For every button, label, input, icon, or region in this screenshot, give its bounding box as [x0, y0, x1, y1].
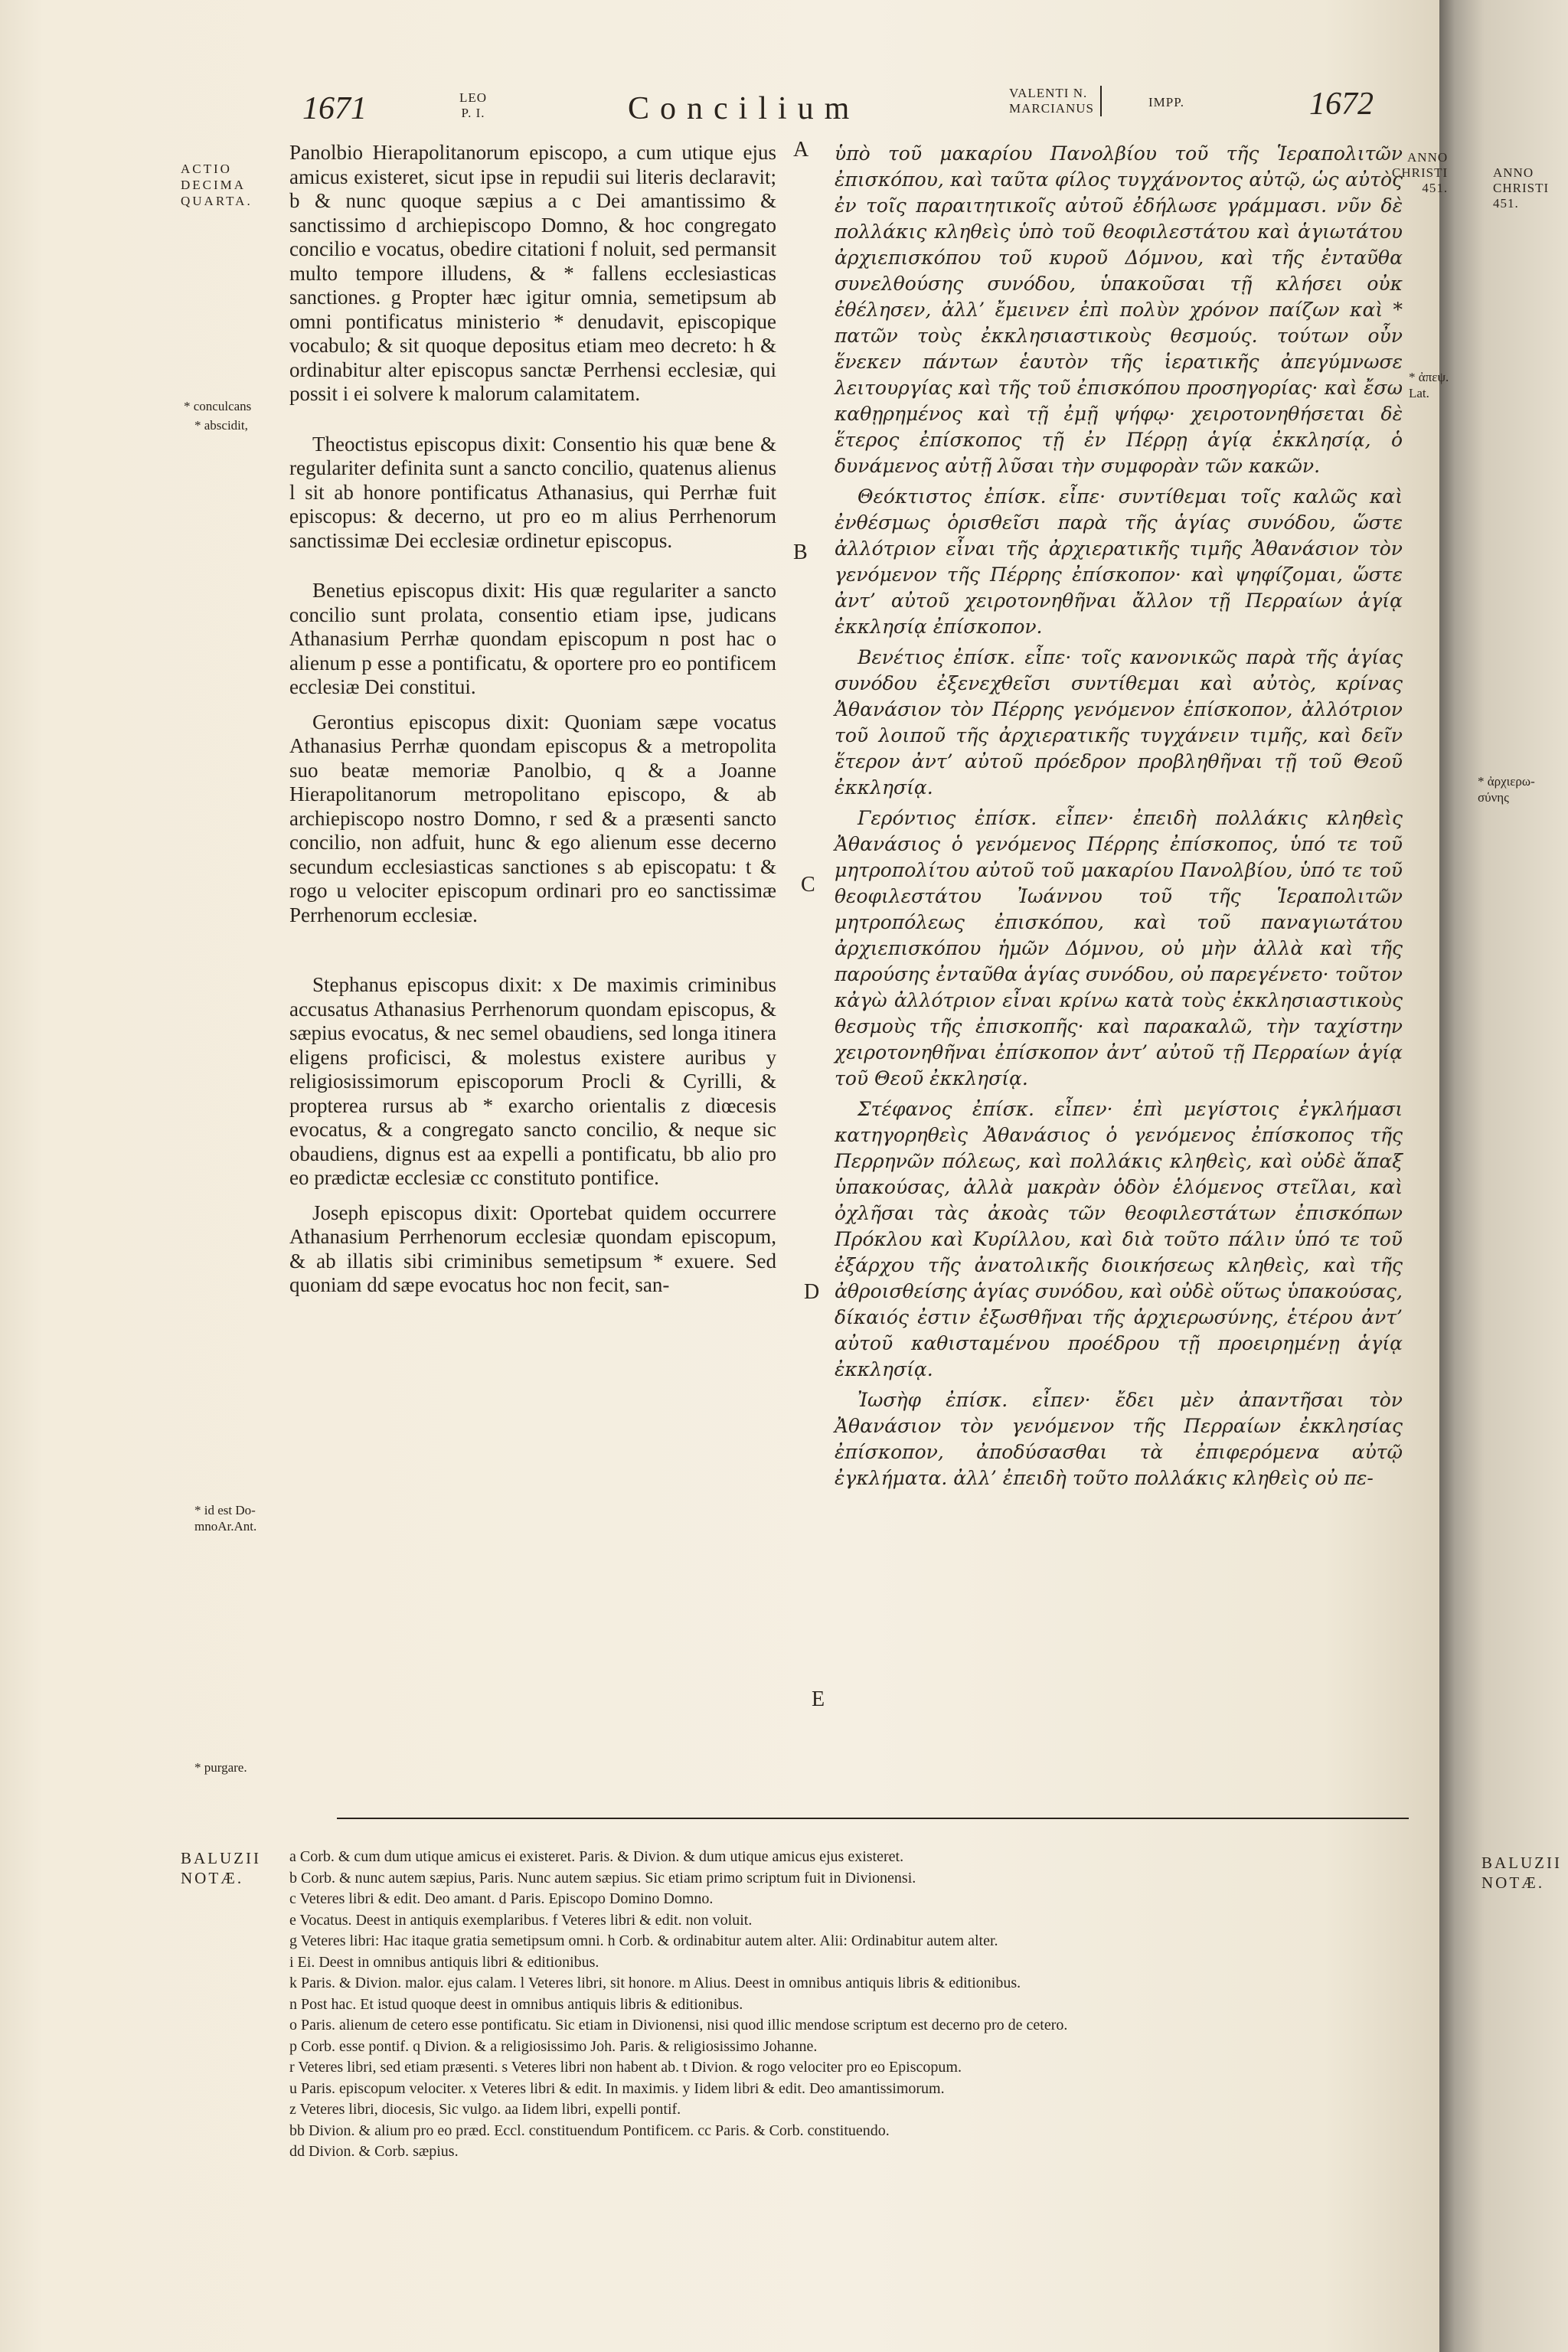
note-line: dd Divion. & Corb. sæpius. — [289, 2143, 459, 2160]
greek-paragraph-5: Στέφανος ἐπίσκ. εἶπεν· ἐπὶ μεγίστοις ἐγκλήμασι κατηγορηθεὶς Ἀθανάσιος ὁ γενόμενος ἐπίσκοπος τῆς Περρηνῶν πόλεως, καὶ πολλάκις κληθεὶς, καὶ οὐδὲ ἅπαξ ὑπακούσας, ἀλλὰ μακρὰν ὁδὸν ἑλόμενος στεῖλαι, καὶ ὀχλῆσαι τὰς ἀκοὰς τῶν θεοφιλεστάτων ἐπισκόπων Πρόκλου καὶ Κυρίλλου, καὶ διὰ τοῦτο πάλιν ὑπό τε τοῦ ἐξάρχου τῆς ἀνατολικῆς διοικήσεως κληθεὶς, καὶ τῆς ἀθροισθείσης ἁγίας συνόδου, καὶ οὐδὲ οὕτως ὑπακούσας, δίκαιός ἐστιν ἐξωσθῆναι τῆς ἀρχιερωσύνης, ἑτέρου ἀντ’ αὐτοῦ καθισταμένου προέδρου τῇ προειρημένῃ ἁγίᾳ ἐκκλησίᾳ. — [835, 1098, 1403, 1380]
latin-column — [289, 141, 776, 1308]
section-letter-a: A — [793, 138, 809, 162]
margin-note-purgare: * purgare. — [194, 1760, 247, 1775]
latin-paragraph-1: Panolbio Hierapolitanorum episcopo, a cum utique ejus amicus existeret, sicut ipse in repudii sui literis declaravit; b & nunc quoque sæpius a c Dei amantissimo & sanctissimo d archiepiscopo Domno, & hoc congregato concilio e vocatus, obedire citationi f noluit, sed permansit multo tempore illudens, & * fallens ecclesiasticas sanctiones. g Propter hæc igitur omnia, semetipsum ab omni pontificatus ministerio * denudavit, episcopique vocabulo; & sit quoque depositus etiam meo decreto: h & ordinabitur alter episcopus sanctæ Perrhensi ecclesiæ, qui possit i ei solvere k malorum calamitatem. — [289, 141, 776, 405]
margin-note-conculcans: * conculcans — [184, 399, 252, 413]
greek-paragraph-2: Θεόκτιστος ἐπίσκ. εἶπε· συντίθεμαι τοῖς καλῶς καὶ ἐνθέσμως ὁρισθεῖσι παρὰ τῆς ἁγίας συνόδου, ὥστε ἀλλότριον εἶναι τῆς ἀρχιερατικῆς τιμῆς Ἀθανάσιον τὸν γενόμενον τῆς Πέρρης ἐπίσκοπον· καὶ ψηφίζομαι, ὥστε ἀντ’ αὐτοῦ χειροτονηθῆναι ἄλλον τῇ Περραίων ἁγίᾳ ἐκκλησίᾳ ἐπίσκοπον. — [835, 485, 1403, 638]
pope-name: LEO — [459, 90, 488, 105]
note-line: b Corb. & nunc autem sæpius, Paris. Nunc autem sæpius. Sic etiam primo scriptum fuit in Divionensi. — [289, 1869, 916, 1886]
domno-line-1: * id est Do- — [194, 1503, 256, 1517]
latin-paragraph-3: Benetius episcopus dixit: His quæ regulariter a sancto concilio sunt prolata, consentio etiam ipse, judicans Athanasium Perrhæ quondam episcopum n post hac o alienum p esse a pontificatu, & oportere pro eo pontificem ecclesiæ Dei constitui. — [289, 579, 776, 698]
margin-note-archierosynes — [1478, 773, 1535, 805]
note-line: e Vocatus. Deest in antiquis exemplaribus. f Veteres libri & edit. non voluit. — [289, 1911, 753, 1929]
lat-word: Lat. — [1409, 386, 1429, 400]
margin-note-apepsilat — [1409, 369, 1449, 401]
baluzii-word-right: BALUZII — [1481, 1854, 1562, 1872]
archiero-word: * ἀρχιερω- — [1478, 774, 1535, 789]
latin-paragraph-6: Joseph episcopus dixit: Oportebat quidem occurrere Athanasium Perrhenorum ecclesiæ quondam episcopum, & ab illatis sibi criminibus semetipsum * exuere. Sed quoniam dd sæpe evocatus hoc non fecit, san- — [289, 1200, 776, 1296]
baluzii-word: BALUZII — [181, 1849, 261, 1867]
pope-label — [459, 90, 487, 121]
anno-label-gutter — [1493, 165, 1549, 211]
anno-year: 451. — [1422, 181, 1449, 195]
note-line: u Paris. episcopum velociter. x Veteres libri & edit. In maximis. y Iidem libri & edit. Deo amantissimorum. — [289, 2079, 945, 2097]
section-letter-d: D — [804, 1280, 820, 1304]
baluzii-notes — [289, 1847, 1423, 2163]
section-letter-e: E — [812, 1687, 825, 1711]
note-line: n Post hac. Et istud quoque deest in omnibus antiquis libris & editionibus. — [289, 1995, 743, 2013]
page-number-right: 1672 — [1309, 87, 1374, 122]
anno-word-gutter: ANNO — [1493, 165, 1534, 180]
latin-paragraph-5: Stephanus episcopus dixit: x De maximis criminibus accusatus Athanasius Perrhenorum quondam episcopus, & sæpius evocatus, & nec semel obaudiens, sed longa itinera eligens proficisci, & molestus existere auribus y religiosissimorum episcoporum Procli & Cyrilli, & propterea rursus ab * exarcho orientalis z diœcesis evocatus, & a congregato sancto concilio, & neque sic obaudiens, dignus est aa expelli a pontificatu, bb alio pro eo prædictæ ecclesiæ cc constituto pontifice. — [289, 973, 776, 1189]
greek-paragraph-3: Βενέτιος ἐπίσκ. εἶπε· τοῖς κανονικῶς παρὰ τῆς ἁγίας συνόδου ἐξενεχθεῖσι συντίθεμαι καὶ αὐτὸς, κρίνας Ἀθανάσιον τὸν Πέρρης γενόμενον ἐπίσκοπον, ἀλλότριον τοῦ λοιποῦ τῆς ἀρχιερατικῆς τυγχάνειν τιμῆς, καὶ δεῖν ἕτερον ἀντ’ αὐτοῦ πρόεδρον προβληθῆναι τῇ τοῦ Θεοῦ ἐκκλησίᾳ. — [835, 646, 1403, 799]
note-line: c Veteres libri & edit. Deo amant. d Paris. Episcopo Domino Domno. — [289, 1890, 714, 1907]
latin-paragraph-2: Theoctistus episcopus dixit: Consentio his quæ bene & regulariter definita sunt a sancto concilio, quatenus alienus l sit ab honore pontificatus Athanasius, qui Perrhæ fuit episcopus: & decerno, ut pro eo m alius Perrhenorum sanctissimæ Dei ecclesiæ ordinetur episcopus. — [289, 432, 776, 552]
imp-label: IMPP. — [1148, 95, 1185, 109]
footnote-separator — [337, 1818, 1409, 1819]
page-number-left: 1671 — [302, 91, 367, 126]
christi-word: CHRISTI — [1392, 165, 1449, 180]
emperors-label — [1009, 86, 1102, 116]
note-line: p Corb. esse pontif. q Divion. & a religiosissimo Joh. Paris. & religiosissimo Johanne. — [289, 2037, 818, 2055]
christi-word-gutter: CHRISTI — [1493, 181, 1550, 195]
actio-label — [181, 161, 253, 209]
emperor-2: MARCIANUS — [1009, 101, 1095, 116]
note-line: bb Divion. & alium pro eo præd. Eccl. constituendum Pontificem. cc Paris. & Corb. constituendo. — [289, 2122, 890, 2139]
apeps-word: * ἀπεψ. — [1409, 370, 1449, 384]
anno-word: ANNO — [1407, 150, 1449, 165]
greek-paragraph-6: Ἰωσὴφ ἐπίσκ. εἶπεν· ἔδει μὲν ἀπαντῆσαι τὸν Ἀθανάσιον τὸν γενόμενον τῆς Περραίων ἐκκλησίας ἐπίσκοπον, ἀποδύσασθαι τὰ ἐπιφερόμενα αὐτῷ ἐγκλήματα. ἀλλ’ ἐπειδὴ τοῦτο πολλάκις κληθεὶς οὐ πε- — [835, 1389, 1403, 1489]
note-line: i Ei. Deest in omnibus antiquis libri & editionibus. — [289, 1953, 599, 1971]
notes-label-left — [181, 1848, 261, 1888]
section-letter-b: B — [793, 541, 808, 564]
note-line: z Veteres libri, diocesis, Sic vulgo. aa Iidem libri, expelli pontif. — [289, 2101, 681, 2118]
quarta-word: QUARTA. — [181, 194, 253, 208]
decima-word: DECIMA — [181, 178, 247, 192]
greek-paragraph-1: ὑπὸ τοῦ μακαρίου Πανολβίου τοῦ τῆς Ἱεραπολιτῶν ἐπισκόπου, καὶ ταῦτα φίλος τυγχάνοντος αὐτῷ, ὡς αὐτὸς ἐν τοῖς παραιτητικοῖς αὐτοῦ ἐδήλωσε γράμμασι. νῦν δὲ πολλάκις κληθεὶς ὑπὸ τοῦ θεοφιλεστάτου καὶ ἁγιωτάτου ἀρχιεπισκόπου τοῦ κυροῦ Δόμνου, καὶ τῆς ἐνταῦθα συνελθούσης συνόδου, ὑπακοῦσαι τῇ κλήσει οὐκ ἐθέλησεν, ἀλλ’ ἔμεινεν ἐπὶ πολὺν χρόνον παίζων καὶ * πατῶν τοὺς ἐκκλησιαστικοὺς θεσμούς. τούτων οὖν ἕνεκεν πάντων ἑαυτὸν τῆς ἱερατικῆς ἀπεγύμνωσε λειτουργίας καὶ τῆς τοῦ ἐπισκόπου προσηγορίας· καὶ ἔσω καθῃρημένος καὶ τῇ ἐμῇ ψήφῳ· χειροτονηθήσεται δὲ ἕτερος ἐπίσκοπος τῇ ἐν Πέρρῃ ἁγίᾳ ἐκκλησίᾳ, ὁ δυνάμενος αὐτῇ λῦσαι τὴν συμφορὰν τῶν κακῶν. — [835, 142, 1403, 477]
section-letter-c: C — [801, 873, 815, 897]
actio-word: ACTIO — [181, 162, 232, 176]
margin-note-domno — [194, 1502, 256, 1534]
synes-word: σύνης — [1478, 790, 1509, 805]
greek-column — [835, 141, 1403, 1496]
book-gutter — [1439, 0, 1568, 2352]
greek-paragraph-4: Γερόντιος ἐπίσκ. εἶπεν· ἐπειδὴ πολλάκις κληθεὶς Ἀθανάσιος ὁ γενόμενος Πέρρης ἐπίσκοπος, ὑπό τε τοῦ μητροπολίτου αὐτοῦ τοῦ μακαρίου Πανολβίου, ὑπό τε τοῦ θεοφιλεστάτου Ἰωάννου τοῦ τῆς Ἱεραπολιτῶν μητροπόλεως ἐπισκόπου, καὶ τοῦ παναγιωτάτου ἀρχιεπισκόπου ἡμῶν Δόμνου, οὐ μὴν ἀλλὰ καὶ τῆς παρούσης ἐνταῦθα ἁγίας συνόδου, οὐ παρεγένετο· τοῦτον κἀγὼ ἀλλότριον εἶναι κρίνω κατὰ τοὺς ἐκκλησιαστικοὺς θεσμοὺς τῆς ἐπισκοπῆς· καὶ παρακαλῶ, τὴν ταχίστην χειροτονηθῆναι ἐπίσκοπον ἀντ’ αὐτοῦ τῇ Περραίων ἁγίᾳ τοῦ Θεοῦ ἐκκλησίᾳ. — [835, 807, 1403, 1089]
note-line: k Paris. & Divion. malor. ejus calam. l Veteres libri, sit honore. m Alius. Deest in omnibus antiquis libris & editionibus. — [289, 1975, 1021, 1991]
anno-year-gutter: 451. — [1493, 196, 1519, 211]
pope-number: P. I. — [461, 106, 485, 120]
latin-paragraph-4: Gerontius episcopus dixit: Quoniam sæpe vocatus Athanasius Perrhæ quondam episcopus & a metropolita suo beatæ memoriæ Panolbio, q & a Joanne Hierapolitanorum metropolitano episcopo, & ab archiepiscopo nostro Domno, r sed & a præsenti sancto concilio, non adfuit, hunc & ego alienum esse decerno secundum ecclesiasticas sanctiones s ab episcopatu: t & rogo u velociter episcopum ordinari pro eo sanctissimæ Perrhenorum ecclesiæ. — [289, 710, 776, 926]
notes-label-right — [1481, 1853, 1562, 1893]
emperor-1: VALENTI N. — [1009, 86, 1088, 100]
note-line: o Paris. alienum de cetero esse pontificatu. Sic etiam in Divionensi, nisi quod illic mendose scriptum est decerno pro de cetero. — [289, 2017, 1068, 2034]
notae-word-right: NOTÆ. — [1481, 1873, 1545, 1892]
note-line: g Veteres libri: Hac itaque gratia semetipsum omni. h Corb. & ordinabitur autem alter. Alii: Ordinabitur autem alter. — [289, 1932, 998, 1949]
margin-note-abscidit-text: * abscidit, — [194, 418, 248, 433]
running-title: Concilium — [628, 91, 861, 126]
note-line: a Corb. & cum dum utique amicus ei existeret. Paris. & Divion. & dum utique amicus ejus existeret. — [289, 1848, 904, 1865]
notae-word: NOTÆ. — [181, 1869, 244, 1887]
domno-line-2: mnoAr.Ant. — [194, 1519, 257, 1534]
note-line: r Veteres libri, sed etiam præsenti. s Veteres libri non habent ab. t Divion. & rogo velociter pro eo Episcopum. — [289, 2059, 962, 2076]
